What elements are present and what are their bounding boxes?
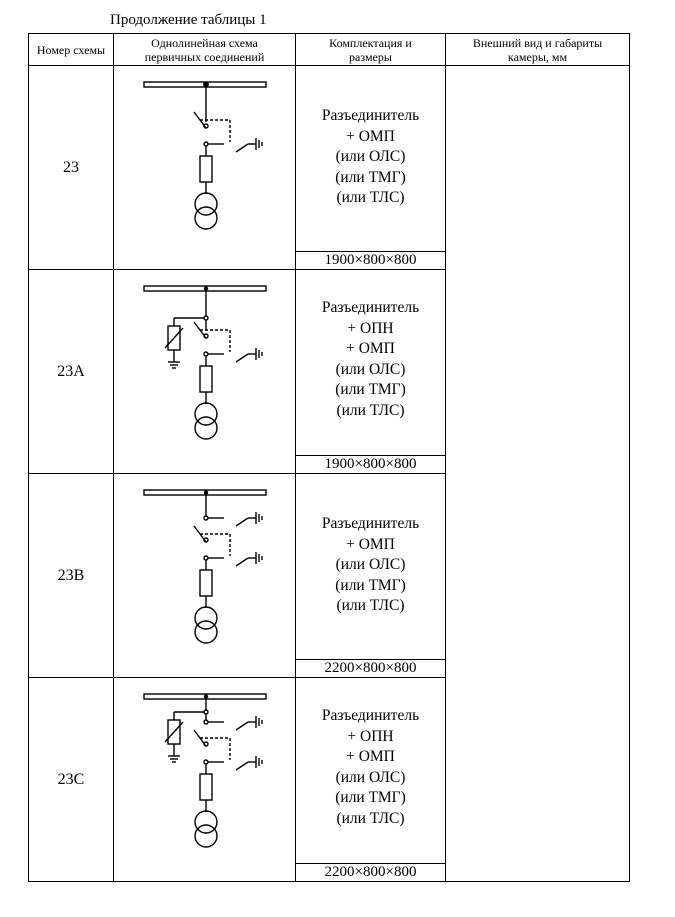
terminal-dot bbox=[204, 516, 208, 520]
equipment-line: (или ОЛС) bbox=[335, 360, 406, 378]
equipment-description bbox=[296, 678, 445, 829]
table-caption: Продолжение таблицы 1 bbox=[110, 12, 267, 28]
scheme-number: 23С bbox=[29, 678, 114, 882]
appearance-cell bbox=[446, 66, 630, 882]
single-line-diagram bbox=[114, 474, 296, 678]
equipment-description bbox=[296, 270, 445, 421]
earth-knife-blade bbox=[236, 354, 248, 362]
transformer-winding bbox=[195, 403, 217, 425]
terminal-dot bbox=[204, 142, 208, 146]
equipment-cell bbox=[296, 270, 446, 474]
equipment-line: (или ОЛС) bbox=[335, 768, 406, 786]
equipment-line: + ОМП bbox=[346, 340, 395, 357]
schemes-table bbox=[28, 33, 630, 882]
diagram-23c-svg bbox=[114, 678, 295, 878]
terminal-dot bbox=[204, 316, 208, 320]
table-header-row bbox=[29, 34, 630, 66]
equipment-line: Разъединитель bbox=[321, 107, 420, 124]
terminal-dot bbox=[204, 760, 208, 764]
transformer-winding bbox=[195, 193, 217, 215]
junction-dot bbox=[204, 82, 208, 86]
scheme-number: 23 bbox=[29, 66, 114, 270]
junction-dot bbox=[204, 286, 208, 290]
diagram-23a-svg bbox=[114, 270, 295, 470]
equipment-line: (или ОЛС) bbox=[335, 556, 406, 573]
fuse bbox=[200, 156, 212, 182]
terminal-dot bbox=[204, 556, 208, 560]
single-line-diagram bbox=[114, 270, 296, 474]
transformer-winding bbox=[195, 207, 217, 229]
header-equipment: Комплектация и размеры bbox=[296, 34, 446, 66]
transformer-winding bbox=[195, 607, 217, 629]
transformer-winding bbox=[195, 621, 217, 643]
diagram-23b-svg bbox=[114, 474, 295, 674]
equipment-line: (или ТМГ) bbox=[335, 576, 406, 594]
equipment-line: + ОМП bbox=[346, 748, 395, 765]
single-line-diagram bbox=[114, 66, 296, 270]
fuse bbox=[200, 366, 212, 392]
diagram-23-svg bbox=[114, 66, 295, 266]
equipment-line: (или ТМГ) bbox=[335, 168, 406, 186]
single-line-diagram bbox=[114, 678, 296, 882]
equipment-line: (или ТЛС) bbox=[336, 597, 405, 614]
equipment-line: (или ОЛС) bbox=[335, 148, 406, 165]
equipment-line: Разъединитель bbox=[321, 299, 420, 316]
table-row bbox=[29, 66, 630, 270]
header-appearance: Внешний вид и габариты камеры, мм bbox=[446, 34, 630, 66]
scheme-number: 23В bbox=[29, 474, 114, 678]
header-single-line: Однолинейная схема первичных соединений bbox=[114, 34, 296, 66]
earth-knife-blade bbox=[236, 518, 248, 526]
equipment-cell bbox=[296, 66, 446, 270]
header-scheme-number: Номер схемы bbox=[29, 34, 114, 66]
equipment-line: (или ТЛС) bbox=[336, 189, 405, 206]
earth-knife-blade bbox=[236, 762, 248, 770]
dimensions-label: 2200×800×800 bbox=[296, 659, 445, 677]
transformer-winding bbox=[195, 825, 217, 847]
equipment-line: (или ТМГ) bbox=[335, 789, 406, 806]
junction-dot bbox=[204, 490, 208, 494]
equipment-line: Разъединитель bbox=[321, 515, 420, 532]
terminal-dot bbox=[204, 352, 208, 356]
equipment-cell bbox=[296, 678, 446, 882]
equipment-line: (или ТЛС) bbox=[336, 401, 405, 419]
terminal-dot bbox=[204, 710, 208, 714]
equipment-line: + ОМП bbox=[346, 535, 395, 553]
transformer-winding bbox=[195, 417, 217, 439]
equipment-cell bbox=[296, 474, 446, 678]
equipment-line: + ОПН bbox=[347, 727, 394, 745]
equipment-description bbox=[296, 66, 445, 209]
equipment-line: + ОМП bbox=[346, 127, 395, 145]
earth-knife-blade bbox=[236, 144, 248, 152]
transformer-winding bbox=[195, 811, 217, 833]
terminal-dot bbox=[204, 720, 208, 724]
fuse bbox=[200, 570, 212, 596]
equipment-description bbox=[296, 474, 445, 617]
dimensions-label: 1900×800×800 bbox=[296, 251, 445, 269]
dimensions-label: 1900×800×800 bbox=[296, 455, 445, 473]
earth-knife-blade bbox=[236, 558, 248, 566]
junction-dot bbox=[204, 694, 208, 698]
equipment-line: (или ТЛС) bbox=[336, 809, 405, 827]
equipment-line: Разъединитель bbox=[321, 707, 420, 724]
fuse bbox=[200, 774, 212, 800]
equipment-line: + ОПН bbox=[347, 319, 394, 337]
scheme-number: 23А bbox=[29, 270, 114, 474]
dimensions-label: 2200×800×800 bbox=[296, 863, 445, 881]
equipment-line: (или ТМГ) bbox=[335, 381, 406, 398]
earth-knife-blade bbox=[236, 722, 248, 730]
